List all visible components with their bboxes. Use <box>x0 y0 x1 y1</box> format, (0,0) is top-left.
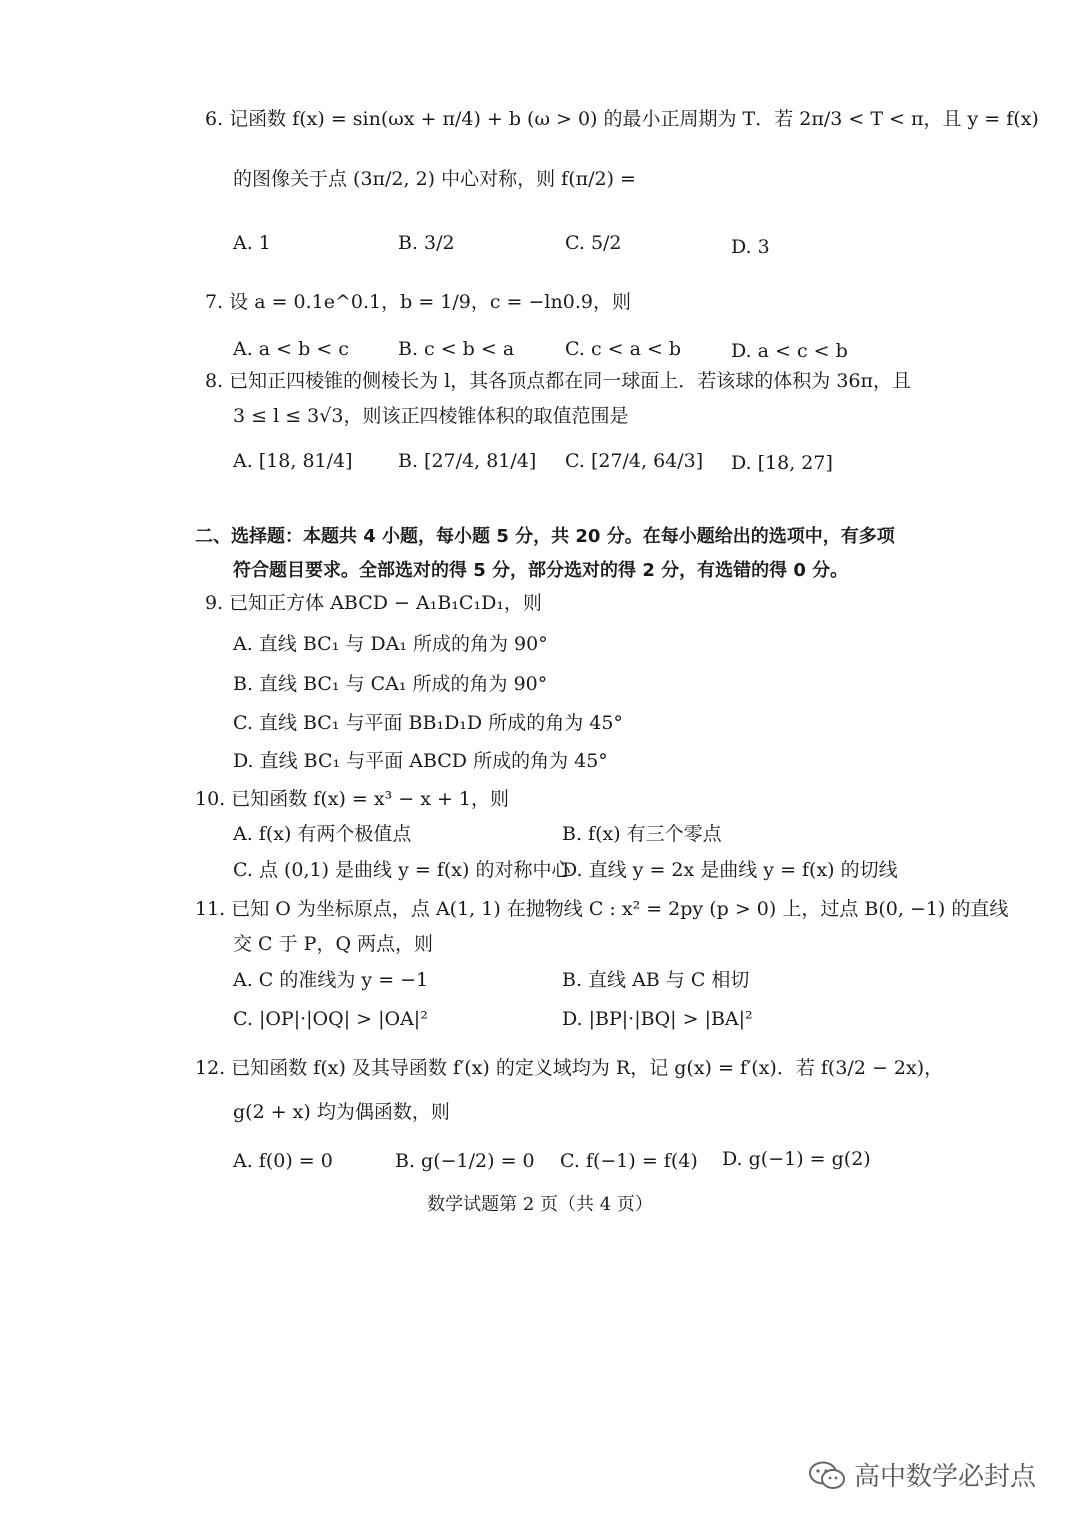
q11-option-b: B. 直线 AB 与 C 相切 <box>562 969 750 991</box>
q8-option-c: C. [27/4, 64/3] <box>565 450 704 472</box>
q12-option-a: A. f(0) = 0 <box>233 1150 333 1172</box>
q11-option-a: A. C 的准线为 y = −1 <box>233 969 429 991</box>
q6-stem-line2: 的图像关于点 (3π/2, 2) 中心对称，则 f(π/2) = <box>233 168 636 190</box>
q6-option-c: C. 5/2 <box>565 232 622 254</box>
q9-option-d: D. 直线 BC₁ 与平面 ABCD 所成的角为 45° <box>233 750 608 772</box>
q6-option-a: A. 1 <box>233 232 271 254</box>
q10-stem: 10. 已知函数 f(x) = x³ − x + 1，则 <box>195 788 510 810</box>
q6-stem-line1: 6. 记函数 f(x) = sin(ωx + π/4) + b (ω > 0) 的最小正周期为 T．若 2π/3 < T < π，且 y = f(x) <box>205 108 1039 130</box>
section2-header-line2: 符合题目要求。全部选对的得 5 分，部分选对的得 2 分，有选错的得 0 分。 <box>233 560 849 581</box>
q7-option-a: A. a < b < c <box>233 338 349 360</box>
q7-option-b: B. c < b < a <box>398 338 515 360</box>
section2-header-line1: 二、选择题：本题共 4 小题，每小题 5 分，共 20 分。在每小题给出的选项中，有多项 <box>195 526 895 547</box>
watermark-text: 高中数学必封点 <box>854 1462 1037 1492</box>
q11-stem-line2: 交 C 于 P，Q 两点，则 <box>233 933 434 955</box>
watermark <box>808 1456 1036 1493</box>
q7-option-d: D. a < c < b <box>731 340 848 362</box>
page-footer: 数学试题第 2 页（共 4 页） <box>427 1194 653 1215</box>
q9-stem: 9. 已知正方体 ABCD − A₁B₁C₁D₁，则 <box>205 592 542 614</box>
q6-option-b: B. 3/2 <box>398 232 455 254</box>
q8-option-b: B. [27/4, 81/4] <box>398 450 537 472</box>
q12-stem-line1: 12. 已知函数 f(x) 及其导函数 f′(x) 的定义域均为 R，记 g(x) = f′(x)．若 f(3/2 − 2x)， <box>195 1057 944 1079</box>
q10-option-a: A. f(x) 有两个极值点 <box>233 823 412 845</box>
q8-stem-line2: 3 ≤ l ≤ 3√3，则该正四棱锥体积的取值范围是 <box>233 405 629 427</box>
q9-option-c: C. 直线 BC₁ 与平面 BB₁D₁D 所成的角为 45° <box>233 712 623 734</box>
q8-option-d: D. [18, 27] <box>731 452 833 474</box>
q11-stem-line1: 11. 已知 O 为坐标原点，点 A(1, 1) 在抛物线 C : x² = 2py (p > 0) 上，过点 B(0, −1) 的直线 <box>195 898 1009 920</box>
q12-stem-line2: g(2 + x) 均为偶函数，则 <box>233 1101 450 1123</box>
q10-option-c: C. 点 (0,1) 是曲线 y = f(x) 的对称中心 <box>233 859 571 881</box>
q9-option-b: B. 直线 BC₁ 与 CA₁ 所成的角为 90° <box>233 673 548 695</box>
q7-option-c: C. c < a < b <box>565 338 682 360</box>
q7-stem: 7. 设 a = 0.1e^0.1，b = 1/9，c = −ln0.9，则 <box>205 291 631 313</box>
q12-option-c: C. f(−1) = f(4) <box>560 1150 698 1172</box>
q8-stem-line1: 8. 已知正四棱锥的侧棱长为 l，其各顶点都在同一球面上．若该球的体积为 36π，且 <box>205 370 911 392</box>
wechat-icon <box>808 1460 846 1490</box>
q8-option-a: A. [18, 81/4] <box>233 450 353 472</box>
q12-option-b: B. g(−1/2) = 0 <box>395 1150 535 1172</box>
q10-option-d: D. 直线 y = 2x 是曲线 y = f(x) 的切线 <box>562 859 898 881</box>
q9-option-a: A. 直线 BC₁ 与 DA₁ 所成的角为 90° <box>233 633 548 655</box>
q12-option-d: D. g(−1) = g(2) <box>722 1148 871 1170</box>
q6-option-d: D. 3 <box>731 236 770 258</box>
q11-option-d: D. |BP|·|BQ| > |BA|² <box>562 1008 753 1030</box>
q10-option-b: B. f(x) 有三个零点 <box>562 823 722 845</box>
q11-option-c: C. |OP|·|OQ| > |OA|² <box>233 1008 428 1030</box>
